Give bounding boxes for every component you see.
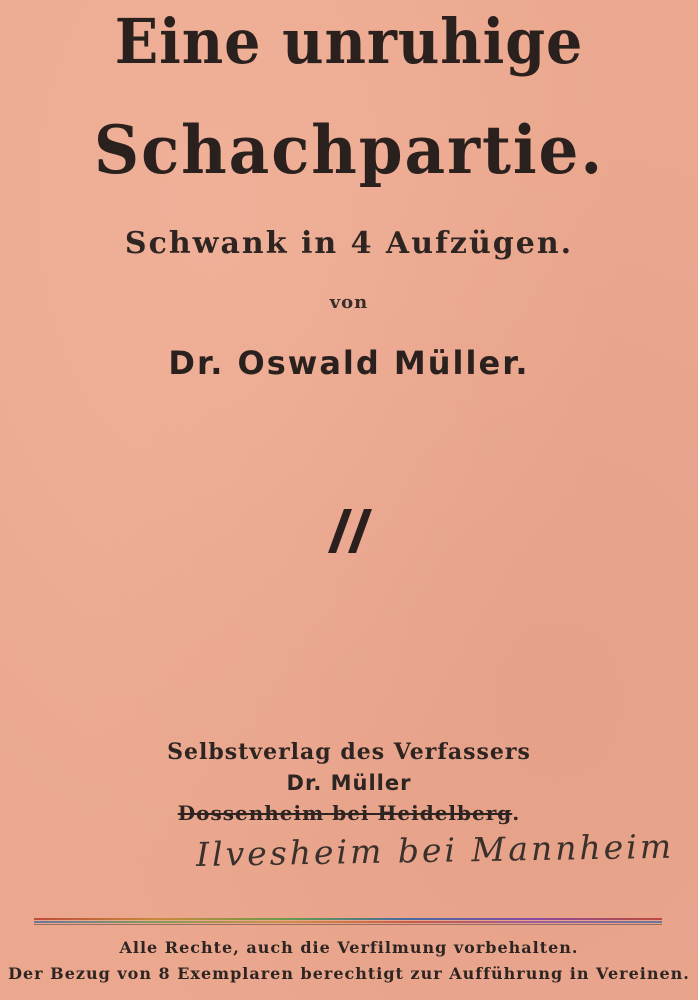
title-line-2: Schachpartie. bbox=[93, 111, 605, 189]
publisher-name: Dr. Müller bbox=[286, 771, 412, 795]
struck-location: Dossenheim bei Heidelberg bbox=[177, 801, 513, 825]
location-period: . bbox=[512, 801, 521, 825]
rights-notice: Alle Rechte, auch die Verfilmung vorbehalten. bbox=[119, 938, 579, 957]
author-name: Dr. Oswald Müller. bbox=[168, 344, 530, 382]
by-word: von bbox=[329, 292, 369, 313]
divider-rule bbox=[34, 921, 662, 923]
title-line-1: Eine unruhige bbox=[114, 5, 584, 78]
double-slash-ornament-icon bbox=[326, 507, 374, 555]
divider-rule bbox=[34, 924, 662, 925]
handwritten-location-note: Ilvesheim bei Mannheim bbox=[195, 826, 675, 874]
performance-notice: Der Bezug von 8 Exemplaren berechtigt zur Aufführung in Vereinen. bbox=[8, 964, 690, 983]
publisher-line: Selbstverlag des Verfassers bbox=[167, 739, 531, 765]
subtitle: Schwank in 4 Aufzügen. bbox=[124, 226, 574, 261]
divider-rule bbox=[34, 918, 662, 920]
